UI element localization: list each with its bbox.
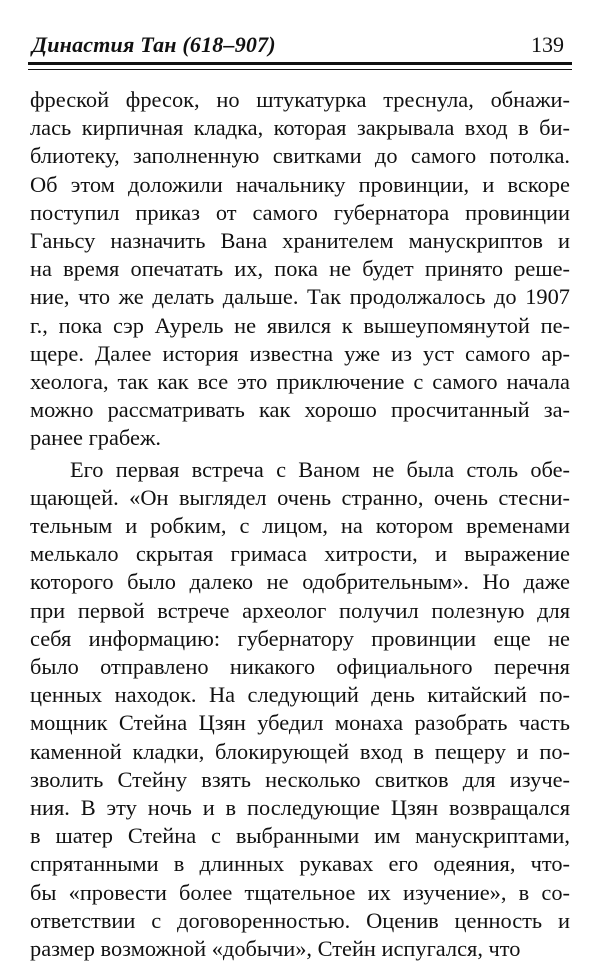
text-line: Его первая встреча с Ваном не была столь обе- xyxy=(70,456,570,482)
running-head: Династия Тан (618–907) xyxy=(32,32,276,57)
text-line: в шатер Стейна с выбранными им манускриптами, xyxy=(30,823,570,849)
page-header xyxy=(28,24,572,64)
text-line: хеолога, так как все это приключение с самого начала xyxy=(30,369,570,395)
text-line: ответствии с договоренностью. Оценив ценность и xyxy=(30,907,570,933)
text-line: лась кирпичная кладка, которая закрывала вход в би- xyxy=(30,115,570,141)
paragraph xyxy=(30,456,570,963)
text-line: фреской фресок, но штукатурка треснула, обнажи- xyxy=(30,87,570,112)
text-line: ние, что же делать дальше. Так продолжалось до 1907 xyxy=(30,284,570,310)
text-line: можно рассматривать как хорошо просчитанный за- xyxy=(30,397,570,423)
header-rule xyxy=(28,62,572,65)
text-line: размер возможной «добычи», Стейн испугался, что xyxy=(30,936,521,962)
header-rule-thin xyxy=(28,69,572,70)
text-line: которого было далеко не одобрительным». Но даже xyxy=(30,569,570,595)
text-line: щающей. «Он выглядел очень странно, очень стесни- xyxy=(30,484,570,510)
text-line: зволить Стейну взять несколько свитков для изуче- xyxy=(30,766,570,792)
body-text xyxy=(30,86,570,963)
text-line: каменной кладки, блокирующей вход в пещеру и по- xyxy=(30,738,570,764)
text-line: Об этом доложили начальнику провинции, и вскоре xyxy=(30,171,570,197)
text-line: Ганьсу назначить Вана хранителем манускриптов и xyxy=(30,228,570,254)
text-line: щере. Далее история известна уже из уст самого ар- xyxy=(30,340,570,366)
text-line: мелькало скрытая гримаса хитрости, и выражение xyxy=(30,541,570,567)
text-line: ценных находок. На следующий день китайский по- xyxy=(30,682,570,708)
text-line: себя информацию: губернатору провинции еще не xyxy=(30,625,570,651)
text-line: ранее грабеж. xyxy=(30,425,162,451)
text-line: г., пока сэр Аурель не явился к вышеупомянутой пе- xyxy=(30,312,570,338)
text-line: блиотеку, заполненную свитками до самого потолка. xyxy=(30,143,570,169)
text-line: спрятанными в длинных рукавах его одеяния, что- xyxy=(30,851,570,877)
text-line: при первой встрече археолог получил полезную для xyxy=(30,597,570,623)
text-line: мощник Стейна Цзян убедил монаха разобрать часть xyxy=(30,710,570,736)
page-number: 139 xyxy=(531,32,564,57)
paragraph xyxy=(30,86,570,453)
text-line: было отправлено никакого официального перечня xyxy=(30,654,570,680)
text-line: бы «провести более тщательное их изучение», в со- xyxy=(30,879,570,905)
text-line: на время опечатать их, пока не будет принято реше- xyxy=(30,256,570,282)
text-line: поступил приказ от самого губернатора провинции xyxy=(30,199,570,225)
text-line: ния. В эту ночь и в последующие Цзян возвращался xyxy=(30,795,570,821)
text-line: тельным и робким, с лицом, на котором временами xyxy=(30,513,570,539)
